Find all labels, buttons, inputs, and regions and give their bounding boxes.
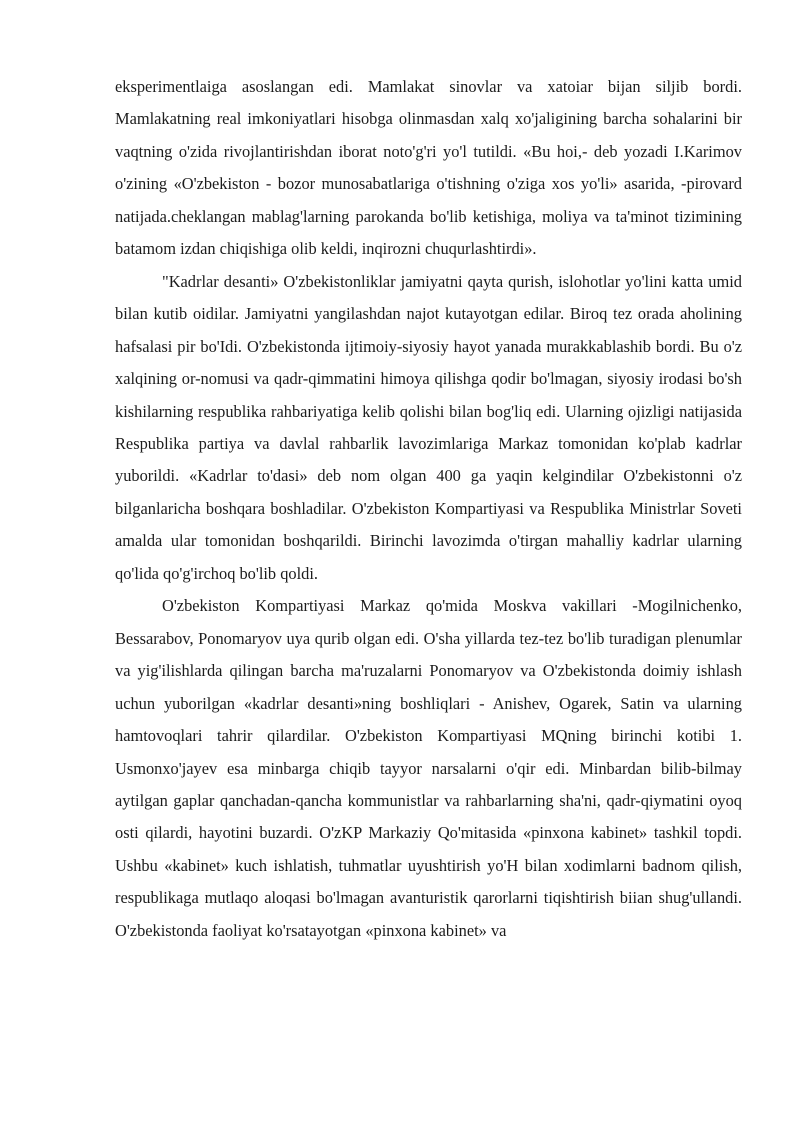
paragraph: "Kadrlar desanti» O'zbekistonliklar jamiyatni qayta qurish, islohotlar yo'lini katta umid bilan kutib oidilar. Jamiyatni yangilashdan najot kutayotgan edilar. Biroq tez orada aholining hafsalasi pir bo'Idi. O'zbekistonda ijtimoiy-siyosiy hayot yanada murakkablashib bordi. Bu o'z xalqining or-nomusi va qadr-qimmatini himoya qilishga qodir bo'lmagan, siyosiy irodasi bo'sh kishilarning respublika rahbariyatiga kelib qolishi bilan bog'liq edi. Ularning ojizligi natijasida Respublika partiya va davlal rahbarlik lavozimlariga Markaz tomonidan ko'plab kadrlar yuborildi. «Kadrlar to'dasi» deb nom olgan 400 ga yaqin kelgindilar O'zbekistonni o'z bilganlaricha boshqara boshladilar. O'zbekiston Kompartiyasi va Respublika Ministrlar Soveti amalda ular tomonidan boshqarildi. Birinchi lavozimda o'tirgan mahalliy kadrlar ularning qo'lida qo'g'irchoq bo'lib qoldi. bbox=[115, 271, 742, 583]
paragraph: O'zbekiston Kompartiyasi Markaz qo'mida Moskva vakillari -Mogilnichenko, Bessarabov, Ponomaryov uya qurib olgan edi. O'sha yillarda tez-tez bo'lib turadigan plenumlar va yig'ilishlarda qilingan barcha ma'ruzalarni Ponomaryov va O'zbekistonda doimiy ishlash uchun yuborilgan «kadrlar desanti»ning boshliqlari - Anishev, Ogarek, Satin va ularning hamtovoqlari tahrir qilardilar. O'zbekiston Kompartiyasi MQning birinchi kotibi 1. Usmonxo'jayev esa minbarga chiqib tayyor narsalarni o'qir edi. Minbardan bilib-bilmay aytilgan gaplar qanchadan-qancha kommunistlar va rahbarlarning sha'ni, qadr-qiymatini oyoq osti qilardi, hayotini buzardi. O'zKP Markaziy Qo'mitasida «pinxona kabinet» tashkil topdi. Ushbu «kabinet» kuch ishlatish, tuhmatlar uyushtirish yo'H bilan xodimlarni badnom qilish, respublikaga mutlaqo aloqasi bo'lmagan avanturistik qarorlarni tiqishtirish biian shug'ullandi. O'zbekistonda faoliyat ko'rsatayotgan «pinxona kabinet» va bbox=[115, 596, 742, 940]
document-page bbox=[115, 71, 742, 947]
paragraph: eksperimentlaiga asoslangan edi. Mamlakat sinovlar va xatoiar bijan siljib bordi. Mamlakatning real imkoniyatlari hisobga olinmasdan xalq xo'jaligining barcha sohalarini bir vaqtning o'zida rivojlantirishdan iborat noto'g'ri yo'l tutildi. «Bu hoi,- deb yozadi I.Karimov o'zining «O'zbekiston - bozor munosabatlariga o'tishning o'ziga xos yo'li» asarida, -pirovard natijada.cheklangan mablag'larning parokanda bo'lib ketishiga, moliya va ta'minot tizimining batamom izdan chiqishiga olib keldi, inqirozni chuqurlashtirdi». bbox=[115, 77, 742, 259]
